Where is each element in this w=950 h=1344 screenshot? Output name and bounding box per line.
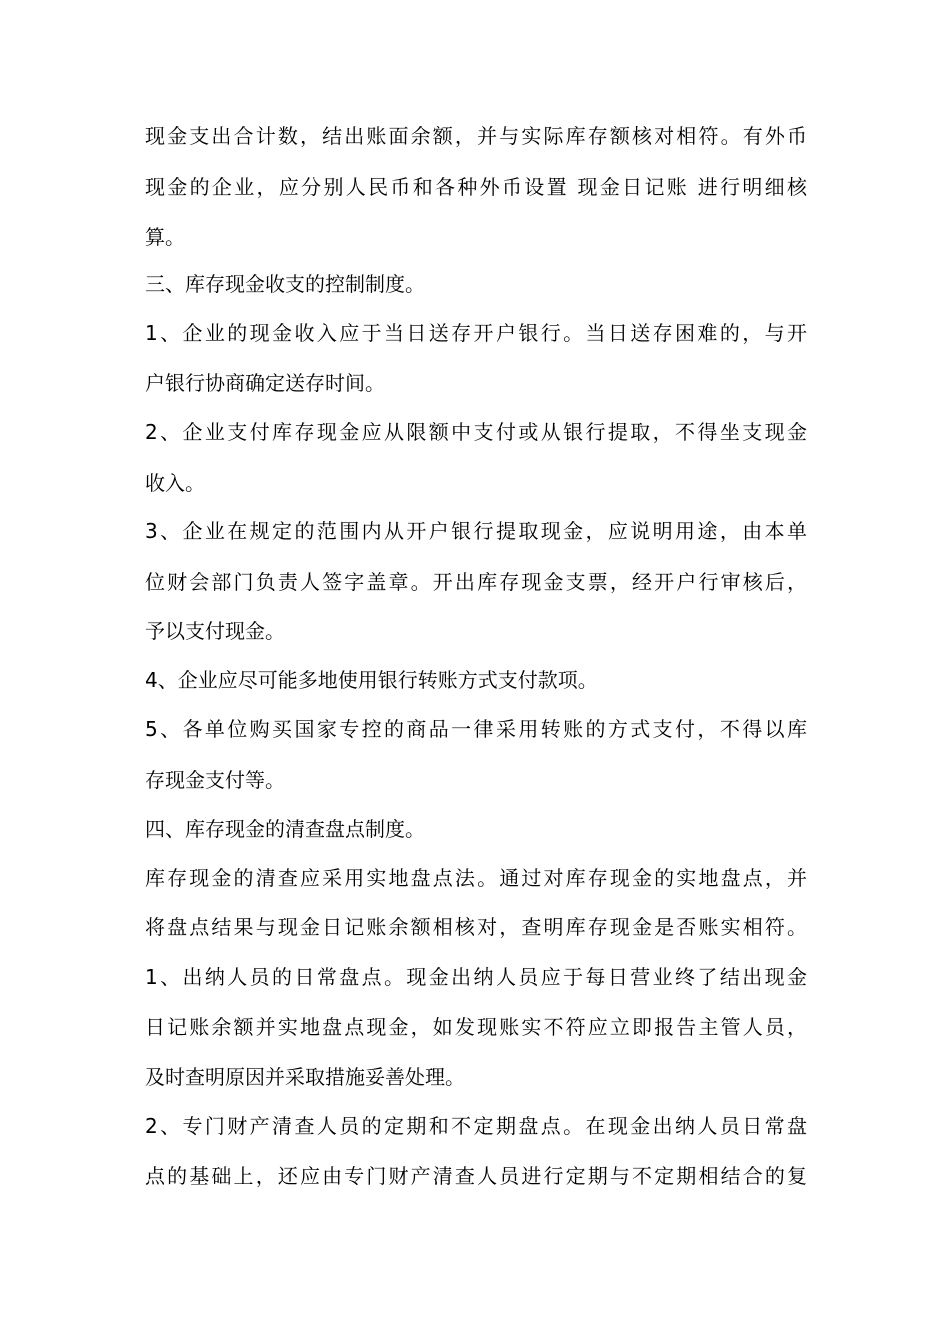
text-line: 2、企业支付库存现金应从限额中支付或从银行提取，不得坐支现金 [145, 420, 807, 444]
text-line: 算。 [145, 225, 185, 249]
text-line: 户银行协商确定送存时间。 [145, 371, 385, 395]
text-line: 库存现金的清查应采用实地盘点法。通过对库存现金的实地盘点，并 [145, 866, 807, 890]
text-line: 存现金支付等。 [145, 768, 285, 792]
text-line: 点的基础上，还应由专门财产清查人员进行定期与不定期相结合的复 [145, 1164, 807, 1188]
text-line: 1、企业的现金收入应于当日送存开户银行。当日送存困难的，与开 [145, 321, 807, 345]
text-line: 现金的企业，应分别人民币和各种外币设置 现金日记账 进行明细核 [145, 175, 807, 199]
text-line: 2、专门财产清查人员的定期和不定期盘点。在现金出纳人员日常盘 [145, 1114, 807, 1138]
text-line: 收入。 [145, 471, 205, 495]
text-line: 3、企业在规定的范围内从开户银行提取现金，应说明用途，由本单 [145, 519, 807, 543]
section-heading: 三、库存现金收支的控制制度。 [145, 272, 425, 296]
text-line: 位财会部门负责人签字盖章。开出库存现金支票，经开户行审核后， [145, 570, 807, 594]
text-line: 将盘点结果与现金日记账余额相核对，查明库存现金是否账实相符。 [145, 915, 807, 939]
text-line: 日记账余额并实地盘点现金，如发现账实不符应立即报告主管人员， [145, 1015, 807, 1039]
text-line: 现金支出合计数，结出账面余额，并与实际库存额核对相符。有外币 [145, 124, 807, 148]
text-line: 4、企业应尽可能多地使用银行转账方式支付款项。 [145, 668, 598, 692]
section-heading: 四、库存现金的清查盘点制度。 [145, 817, 425, 841]
text-line: 予以支付现金。 [145, 619, 285, 643]
text-line: 及时查明原因并采取措施妥善处理。 [145, 1065, 465, 1089]
text-line: 1、出纳人员的日常盘点。现金出纳人员应于每日营业终了结出现金 [145, 965, 807, 989]
text-line: 5、各单位购买国家专控的商品一律采用转账的方式支付，不得以库 [145, 717, 807, 741]
